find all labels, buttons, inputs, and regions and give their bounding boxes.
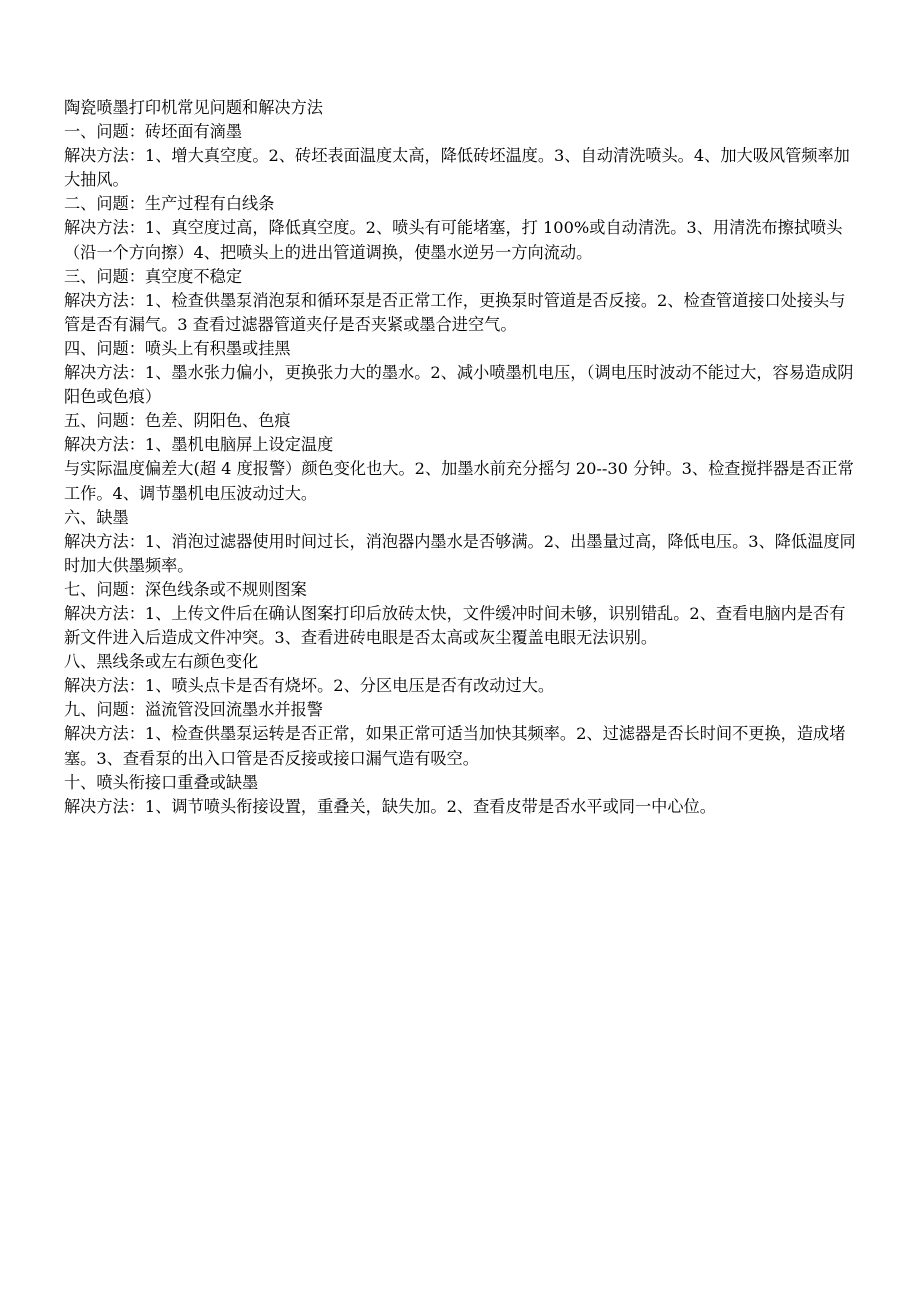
section-3-solution: 解决方法：1、检查供墨泵消泡泵和循环泵是否正常工作，更换泵时管道是否反接。2、检查管道接口处接头与管是否有漏气。3 查看过滤器管道夹仔是否夹紧或墨合进空气。 bbox=[64, 290, 846, 334]
section-1-solution: 解决方法：1、增大真空度。2、砖坯表面温度太高，降低砖坯温度。3、自动清洗喷头。4、加大吸风管频率加大抽风。 bbox=[64, 146, 850, 190]
section-5-solution-continued: 与实际温度偏差大(超 4 度报警）颜色变化也大。2、加墨水前充分摇匀 20--30 分钟。3、检查搅拌器是否正常工作。4、调节墨机电压波动过大。 bbox=[64, 459, 854, 503]
section-4-solution: 解决方法：1、墨水张力偏小，更换张力大的墨水。2、减小喷墨机电压，（调电压时波动不能过大，容易造成阴阳色或色痕） bbox=[64, 363, 854, 407]
section-8-solution: 解决方法：1、喷头点卡是否有烧坏。2、分区电压是否有改动过大。 bbox=[64, 676, 555, 696]
section-8-heading: 八、黑线条或左右颜色变化 bbox=[64, 652, 259, 672]
section-4-heading: 四、问题：喷头上有积墨或挂黑 bbox=[64, 338, 291, 358]
section-10-heading: 十、喷头衔接口重叠或缺墨 bbox=[64, 772, 259, 792]
section-6-heading: 六、缺墨 bbox=[64, 507, 129, 527]
section-7-solution: 解决方法：1、上传文件后在确认图案打印后放砖太快，文件缓冲时间未够，识别错乱。2、查看电脑内是否有新文件进入后造成文件冲突。3、查看进砖电眼是否太高或灰尘覆盖电眼无法识别。 bbox=[64, 603, 846, 648]
section-10-solution: 解决方法：1、调节喷头衔接设置，重叠关，缺失加。2、查看皮带是否水平或同一中心位。 bbox=[64, 796, 716, 816]
section-9-solution: 解决方法：1、检查供墨泵运转是否正常，如果正常可适当加快其频率。2、过滤器是否长时间不更换，造成堵塞。3、查看泵的出入口管是否反接或接口漏气造有吸空。 bbox=[64, 724, 846, 768]
section-1-heading: 一、问题：砖坯面有滴墨 bbox=[64, 122, 243, 142]
section-2-heading: 二、问题：生产过程有白线条 bbox=[64, 194, 275, 214]
document-body bbox=[64, 96, 858, 819]
section-7-heading: 七、问题：深色线条或不规则图案 bbox=[64, 579, 307, 599]
section-9-heading: 九、问题：溢流管没回流墨水并报警 bbox=[64, 700, 323, 720]
document-title: 陶瓷喷墨打印机常见问题和解决方法 bbox=[64, 98, 323, 117]
section-6-solution: 解决方法：1、消泡过滤器使用时间过长，消泡器内墨水是否够满。2、出墨量过高，降低电压。3、降低温度同时加大供墨频率。 bbox=[64, 531, 856, 575]
section-2-solution: 解决方法：1、真空度过高，降低真空度。2、喷头有可能堵塞，打 100%或自动清洗。3、用清洗布擦拭喷头（沿一个方向擦）4、把喷头上的进出管道调换，使墨水逆另一方向流动。 bbox=[64, 218, 843, 262]
section-3-heading: 三、问题：真空度不稳定 bbox=[64, 266, 243, 286]
section-5-solution: 解决方法：1、墨机电脑屏上设定温度 bbox=[64, 435, 334, 455]
section-5-heading: 五、问题：色差、阴阳色、色痕 bbox=[64, 411, 291, 431]
